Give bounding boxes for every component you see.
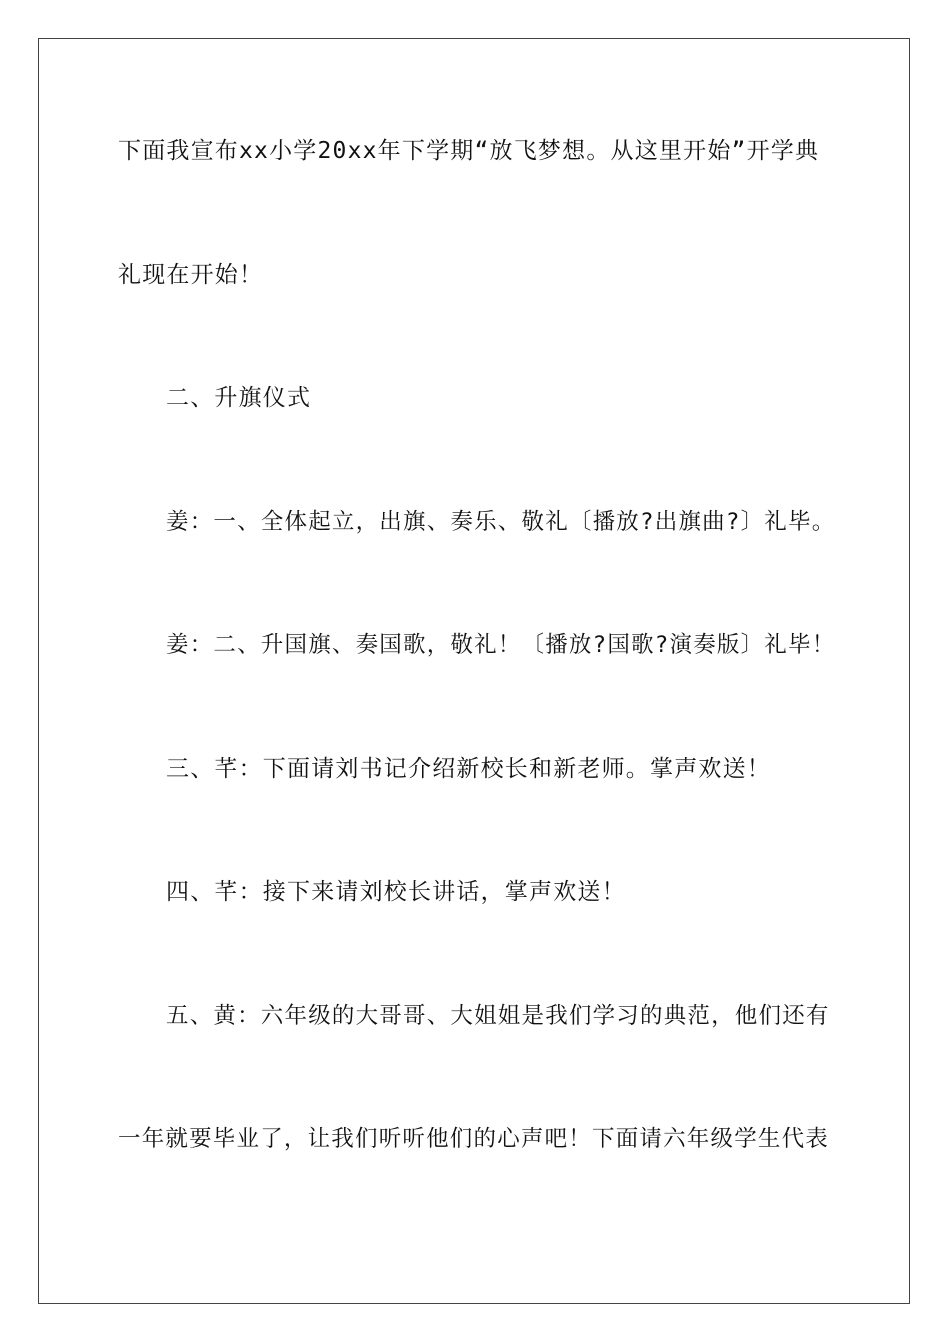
text-line-announcement: 下面我宣布xx小学20xx年下学期“放飞梦想。从这里开始”开学典 (118, 138, 820, 164)
text-line-introduce-teachers: 三、芊：下面请刘书记介绍新校长和新老师。掌声欢送！ (166, 756, 771, 782)
text-line-announcement-cont: 礼现在开始！ (118, 262, 264, 288)
page-frame (38, 38, 910, 1304)
text-line-flag-out: 姜：一、全体起立，出旗、奏乐、敬礼〔播放?出旗曲?〕礼毕。 (166, 509, 836, 535)
text-line-principal-speech: 四、芊：接下来请刘校长讲话，掌声欢送！ (166, 879, 626, 905)
text-line-sixth-grade-cont: 一年就要毕业了，让我们听听他们的心声吧！下面请六年级学生代表 (118, 1126, 830, 1152)
section-heading-flag-ceremony: 二、升旗仪式 (166, 385, 312, 411)
text-line-sixth-grade: 五、黄：六年级的大哥哥、大姐姐是我们学习的典范，他们还有 (166, 1003, 830, 1029)
text-line-national-anthem: 姜：二、升国旗、奏国歌，敬礼！〔播放?国歌?演奏版〕礼毕！ (166, 632, 836, 658)
